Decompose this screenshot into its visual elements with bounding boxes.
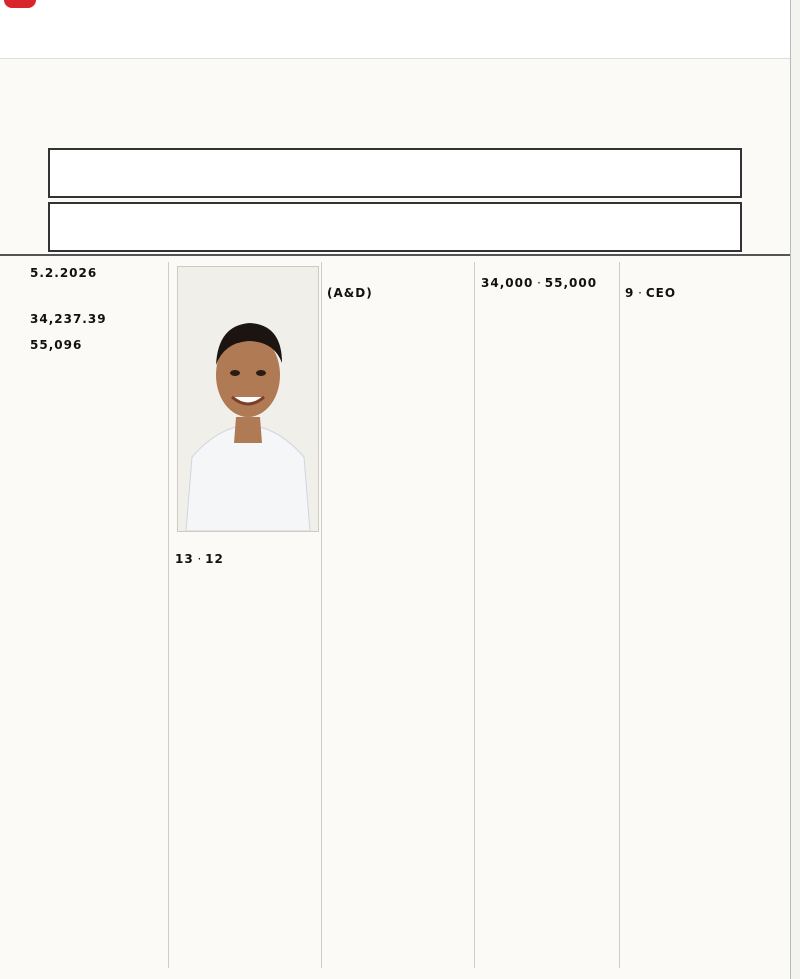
adjacent-column-edge [790,0,800,979]
paragraph [481,310,613,312]
paragraph [481,300,613,302]
article-column-1 [30,264,162,964]
strap-minister [48,202,742,252]
column-gutter [168,262,169,968]
article-column-3 [327,264,467,964]
investment-figure: 34,237.39 [30,312,107,326]
portrait-photo-icon [178,267,318,531]
masthead-logo [4,0,36,8]
section-divider [0,254,800,256]
ad-acronym: (A&D) [327,286,373,300]
column-gutter [474,262,475,968]
column-gutter [321,262,322,968]
paragraph [625,264,785,266]
paragraph [175,576,315,578]
paragraph [327,310,467,312]
investment-figure: 34,000 · 55,000 [481,276,598,290]
article-column-5 [625,264,785,964]
masthead-band [0,0,800,59]
paragraph [175,540,315,542]
strap-approval [48,148,742,198]
article-column-4 [481,264,613,964]
paragraph [30,362,162,364]
paragraph [625,274,785,276]
minister-photo [177,266,319,532]
main-headline [0,62,800,144]
paragraph [327,264,467,266]
column-gutter [619,262,620,968]
dateline: 5.2.2026 [30,266,98,280]
paragraph [327,274,467,276]
paragraph [30,290,162,292]
ceo-date: 9 · CEO [625,286,677,300]
date-figure: 13 · 12 [175,552,224,566]
paragraph [481,264,613,266]
paragraph [30,300,162,302]
jobs-figure: 55,096 [30,338,83,352]
article-column-2 [175,540,315,964]
paragraph [625,310,785,312]
